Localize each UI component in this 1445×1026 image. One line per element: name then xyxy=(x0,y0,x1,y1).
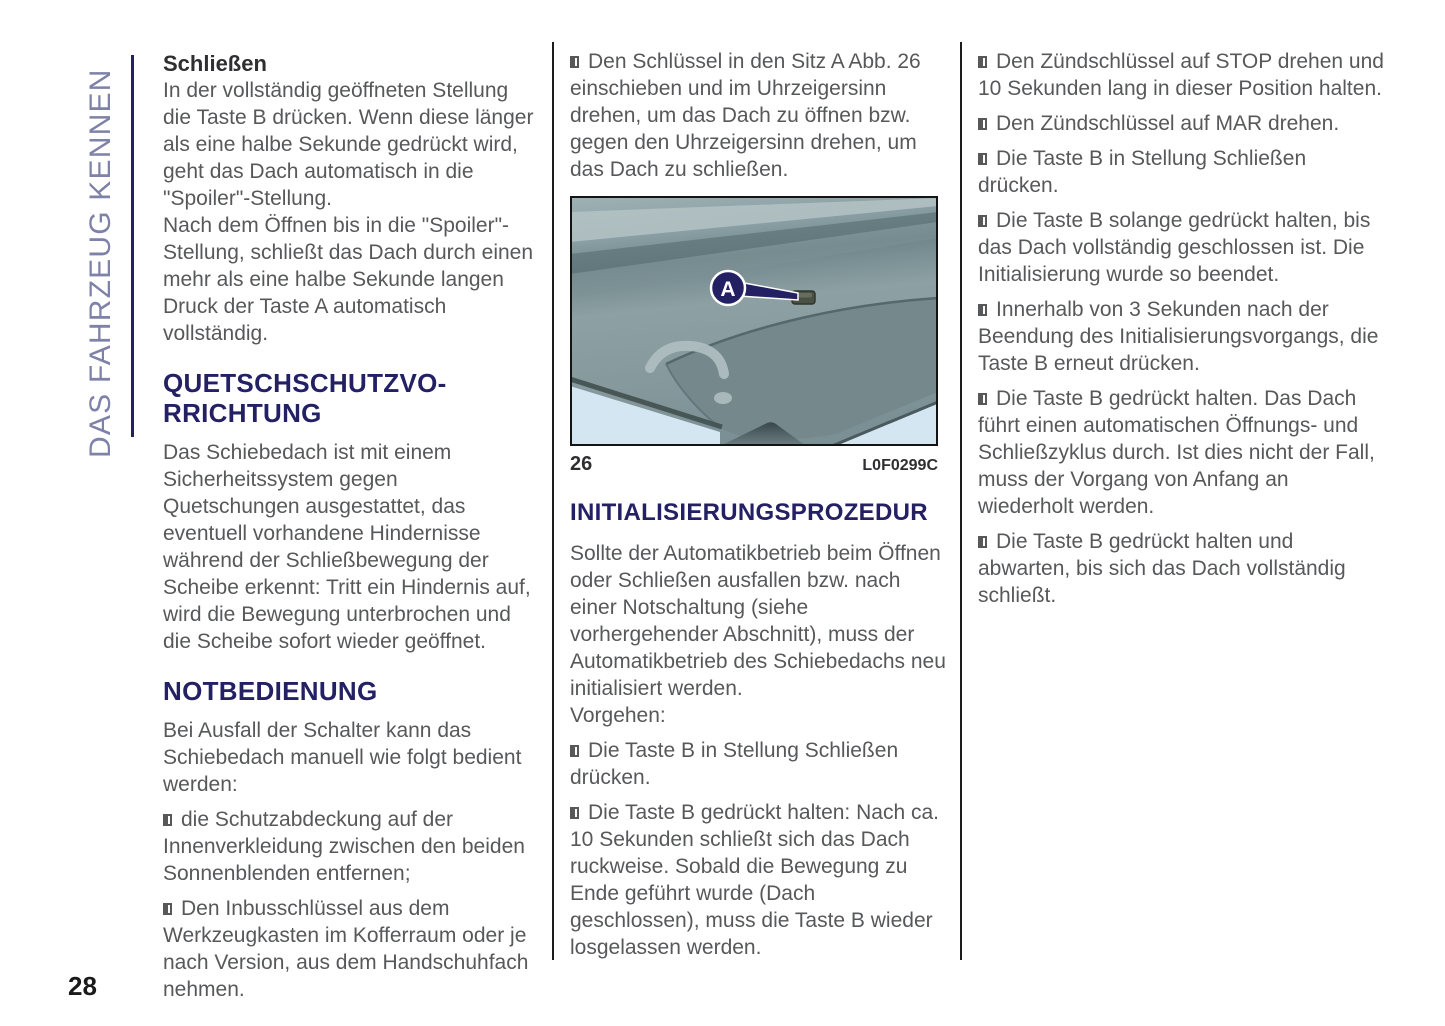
checkbox-bullet-icon xyxy=(978,118,987,130)
bullet-item xyxy=(978,48,1388,102)
bullet-item xyxy=(978,110,1388,137)
column-3 xyxy=(978,48,1388,609)
paragraph: Vorgehen: xyxy=(570,704,666,727)
column-2 xyxy=(570,48,950,961)
checkbox-bullet-icon xyxy=(570,56,579,68)
checkbox-bullet-icon xyxy=(978,56,987,68)
column-divider-2 xyxy=(960,42,962,960)
bullet-text: Den Schlüssel in den Sitz A Abb. 26 einschieben und im Uhrzeigersinn drehen, um das Dach zu öffnen bzw. gegen den Uhrzeigersinn drehen, um das Dach zu schließen. xyxy=(570,50,921,181)
paragraph: Das Schiebedach ist mit einem Sicherheitssystem gegen Quetschungen ausgestattet, das eventuell vorhandene Hindernisse während der Schließbewegung der Scheibe erkennt: Tritt ein Hindernis auf, wird die Bewegung unterbrochen und die Scheibe sofort wieder geöffnet. xyxy=(163,441,531,653)
bullet-text: Die Taste B solange gedrückt halten, bis das Dach vollständig geschlossen ist. Die Initialisierung wurde so beendet. xyxy=(978,209,1371,286)
bullet-item xyxy=(570,48,950,183)
bullet-item xyxy=(570,799,950,961)
paragraph: Sollte der Automatikbetrieb beim Öffnen oder Schließen ausfallen bzw. nach einer Notschaltung (siehe vorhergehender Abschnitt), muss der Automatikbetrieb des Schiebedachs neu initialisiert werden. xyxy=(570,542,946,700)
checkbox-bullet-icon xyxy=(163,814,172,826)
column-1 xyxy=(163,50,539,1003)
checkbox-bullet-icon xyxy=(978,304,987,316)
paragraph: Nach dem Öffnen bis in die "Spoiler"-Stellung, schließt das Dach durch einen mehr als eine halbe Sekunde langen Druck der Taste A automatisch vollständig. xyxy=(163,214,534,345)
checkbox-bullet-icon xyxy=(978,393,987,405)
callout-a-letter: A xyxy=(720,278,736,301)
bullet-item xyxy=(978,296,1388,377)
figure-caption xyxy=(570,451,938,479)
bullet-text: Die Taste B in Stellung Schließen drücken. xyxy=(570,739,899,789)
section-heading-quetschschutz: QUETSCHSCHUTZVO-RRICHTUNG xyxy=(163,368,447,428)
bullet-item xyxy=(163,806,539,887)
bullet-text: Innerhalb von 3 Sekunden nach der Beendung des Initialisierungsvorgangs, die Taste B erneut drücken. xyxy=(978,298,1379,375)
bullet-text: Die Taste B in Stellung Schließen drücken. xyxy=(978,147,1307,197)
bullet-item xyxy=(570,737,950,791)
bullet-text: die Schutzabdeckung auf der Innenverkleidung zwischen den beiden Sonnenblenden entfernen; xyxy=(163,808,525,885)
subsection-heading-schliessen: Schließen xyxy=(163,51,267,76)
bullet-item xyxy=(978,145,1388,199)
section-heading-notbedienung: NOTBEDIENUNG xyxy=(163,676,378,706)
figure-roof-interior xyxy=(570,196,938,479)
bullet-item xyxy=(978,528,1388,609)
column-divider-1 xyxy=(552,42,554,960)
section-heading-initialisierung: INITIALISIERUNGSPROZEDUR xyxy=(570,499,928,526)
checkbox-bullet-icon xyxy=(163,903,172,915)
bullet-text: Die Taste B gedrückt halten und abwarten, bis sich das Dach vollständig schließt. xyxy=(978,530,1346,607)
sidebar-rule xyxy=(131,55,134,437)
bullet-text: Die Taste B gedrückt halten. Das Dach führt einen automatischen Öffnungs- und Schließzyklus durch. Ist dies nicht der Fall, muss der Vorgang von Anfang an wiederholt werden. xyxy=(978,387,1375,518)
chapter-sidebar-label: DAS FAHRZEUG KENNEN xyxy=(84,68,117,458)
bullet-text: Den Inbusschlüssel aus dem Werkzeugkasten im Kofferraum oder je nach Version, aus dem Handschuhfach nehmen. xyxy=(163,897,529,1001)
bullet-item xyxy=(978,385,1388,520)
bullet-item xyxy=(978,207,1388,288)
checkbox-bullet-icon xyxy=(978,153,987,165)
bullet-text: Die Taste B gedrückt halten: Nach ca. 10 Sekunden schließt sich das Dach ruckweise. Sobald die Bewegung zu Ende geführt wurde (Dach geschlossen), muss die Taste B wieder losgelassen werden. xyxy=(570,801,939,959)
figure-code: L0F0299C xyxy=(862,457,938,474)
checkbox-bullet-icon xyxy=(570,807,579,819)
roof-interior-illustration xyxy=(570,196,938,446)
paragraph: In der vollständig geöffneten Stellung die Taste B drücken. Wenn diese länger als eine halbe Sekunde gedrückt wird, geht das Dach automatisch in die "Spoiler"-Stellung. xyxy=(163,79,534,210)
checkbox-bullet-icon xyxy=(978,536,987,548)
checkbox-bullet-icon xyxy=(570,745,579,757)
figure-number: 26 xyxy=(570,453,593,475)
bullet-text: Den Zündschlüssel auf MAR drehen. xyxy=(996,112,1340,135)
page-number: 28 xyxy=(68,971,97,1001)
bullet-item xyxy=(163,895,539,1003)
checkbox-bullet-icon xyxy=(978,215,987,227)
paragraph: Bei Ausfall der Schalter kann das Schiebedach manuell wie folgt bedient werden: xyxy=(163,719,522,796)
bullet-text: Den Zündschlüssel auf STOP drehen und 10 Sekunden lang in dieser Position halten. xyxy=(978,50,1384,100)
